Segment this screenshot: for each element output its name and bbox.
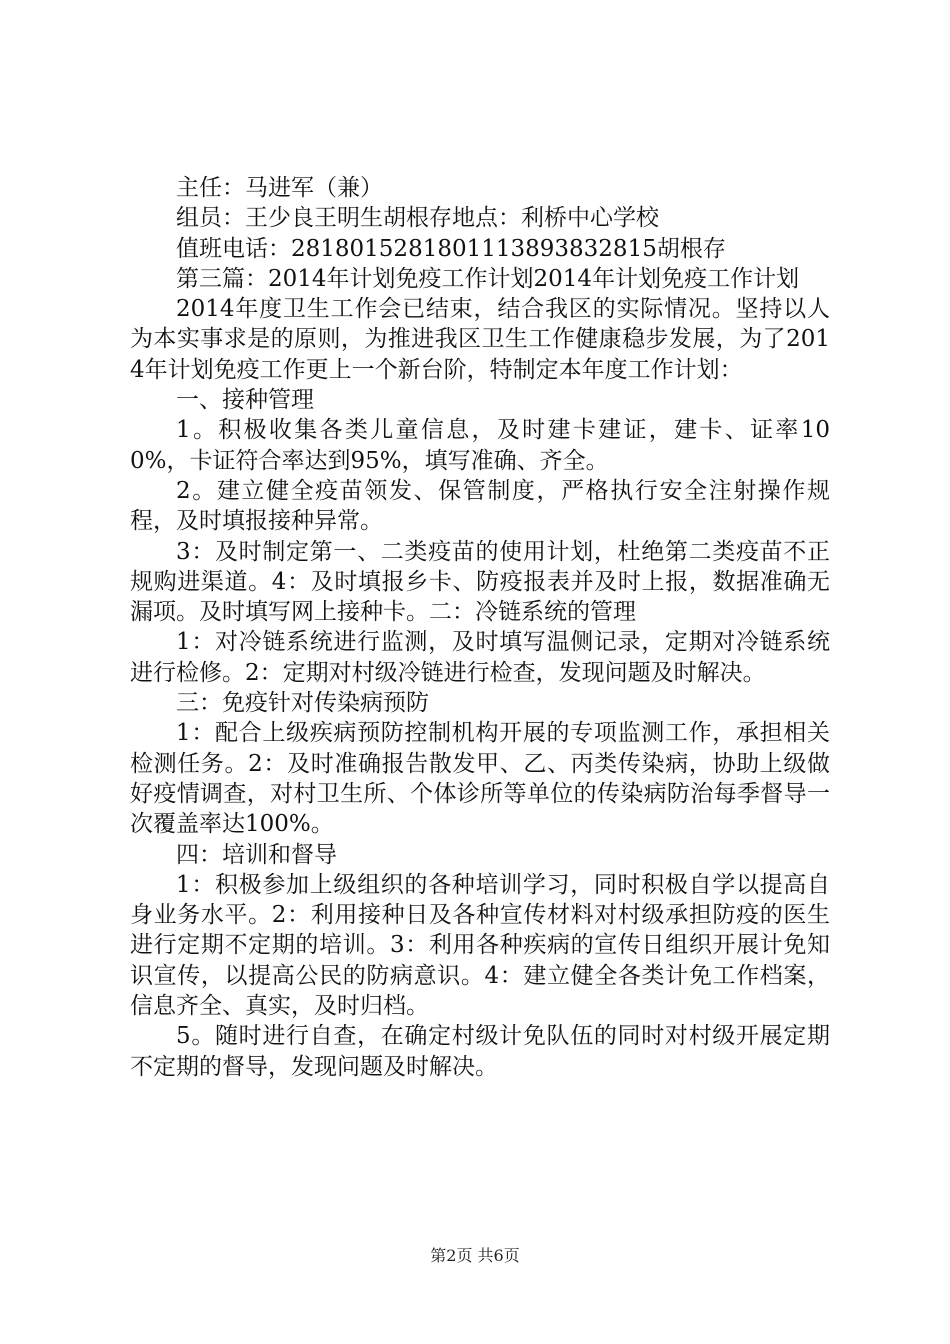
paragraph: 1：配合上级疾病预防控制机构开展的专项监测工作，承担相关检测任务。2：及时准确报告散发甲、乙、丙类传染病，协助上级做好疫情调查，对村卫生所、个体诊所等单位的传染病防治每季督导一次覆盖率达100%。 (130, 720, 830, 838)
paragraph: 1。积极收集各类儿童信息，及时建卡建证，建卡、证率100%，卡证符合率达到95%，填写准确、齐全。 (130, 417, 830, 474)
paragraph: 5。随时进行自查，在确定村级计免队伍的同时对村级开展定期不定期的督导，发现问题及时解决。 (130, 1023, 830, 1080)
paragraph: 主任：马进军（兼） (176, 175, 383, 201)
section-heading: 第三篇：2014年计划免疫工作计划2014年计划免疫工作计划 (176, 265, 800, 292)
paragraph: 3：及时制定第一、二类疫苗的使用计划，杜绝第二类疫苗不正规购进渠道。4：及时填报乡卡、防疫报表并及时上报，数据准确无漏项。及时填写网上接种卡。二：冷链系统的管理 (130, 538, 830, 626)
paragraph: 1：积极参加上级组织的各种培训学习，同时积极自学以提高自身业务水平。2：利用接种日及各种宣传材料对村级承担防疫的医生进行定期不定期的培训。3：利用各种疾病的宣传日组织开展计免知识宣传，以提高公民的防病意识。4：建立健全各类计免工作档案，信息齐全、真实，及时归档。 (130, 871, 830, 1020)
paragraph: 组员：王少良王明生胡根存地点：利桥中心学校 (176, 205, 659, 232)
document-body (130, 173, 830, 1082)
paragraph: 2。建立健全疫苗领发、保管制度，严格执行安全注射操作规程，及时填报接种异常。 (130, 477, 830, 535)
section-heading: 四：培训和督导 (176, 841, 337, 868)
paragraph: 值班电话：2818015281801113893832815胡根存 (176, 235, 726, 262)
page-footer: 第2页 共6页 (430, 1246, 520, 1265)
section-heading: 三：免疫针对传染病预防 (176, 690, 429, 717)
section-heading: 一、接种管理 (176, 387, 314, 414)
paragraph: 2014年度卫生工作会已结束，结合我区的实际情况。坚持以人为本实事求是的原则，为推进我区卫生工作健康稳步发展，为了2014年计划免疫工作更上一个新台阶，特制定本年度工作计划： (130, 296, 830, 383)
paragraph: 1：对冷链系统进行监测，及时填写温侧记录，定期对冷链系统进行检修。2：定期对村级冷链进行检查，发现问题及时解决。 (130, 629, 830, 686)
